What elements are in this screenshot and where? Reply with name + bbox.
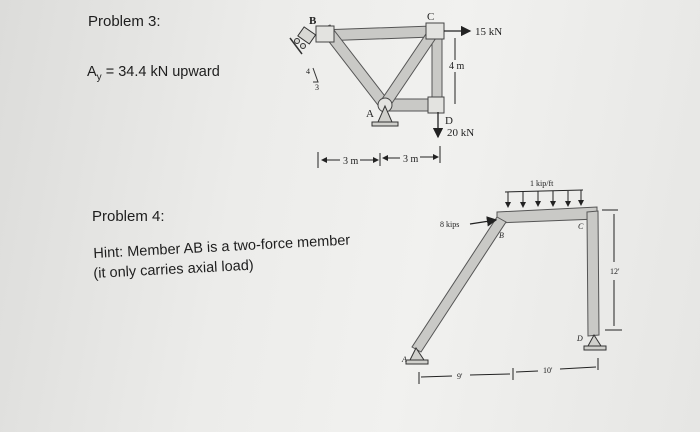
problem-4-title: Problem 4: xyxy=(92,208,165,225)
member-bc-beam xyxy=(497,207,597,223)
given-sub: y xyxy=(96,71,102,83)
problem-3-title: Problem 3: xyxy=(88,13,161,30)
problem-4-hint-line-2: (it only carries axial load) xyxy=(93,257,255,282)
label-a-frame: A xyxy=(402,355,407,364)
label-c: C xyxy=(427,11,435,23)
member-ab-strut xyxy=(412,217,506,352)
dim-bottom xyxy=(419,358,598,384)
label-a: A xyxy=(366,108,374,120)
label-b: B xyxy=(309,15,317,27)
label-dim-12ft: 12' xyxy=(610,267,620,276)
label-dim-10ft: 10' xyxy=(543,366,553,375)
label-dim-3m-left: 3 m xyxy=(343,156,359,167)
force-arrow-8kips xyxy=(470,220,496,224)
label-distributed-load: 1 kip/ft xyxy=(530,179,554,188)
label-c-frame: C xyxy=(578,222,584,231)
label-force-20kn: 20 kN xyxy=(447,127,475,139)
label-d: D xyxy=(445,115,453,127)
label-point-load: 8 kips xyxy=(440,220,460,229)
given-value: = 34.4 kN upward xyxy=(101,64,220,80)
distributed-load xyxy=(505,190,583,207)
pin-support-a-frame xyxy=(406,348,428,364)
label-dim-3m-right: 3 m xyxy=(403,154,419,165)
problem-4-hint-line-1: Hint: Member AB is a two-force member xyxy=(93,232,351,262)
given-prefix: A xyxy=(87,64,97,80)
label-dim-4m: 4 m xyxy=(449,61,465,72)
label-d-frame: D xyxy=(577,334,583,343)
label-b-frame: B xyxy=(499,231,504,240)
label-slope-rise: 4 xyxy=(306,67,310,76)
pin-support-d-frame xyxy=(584,335,606,350)
label-force-15kn: 15 kN xyxy=(475,26,503,38)
member-cd-column xyxy=(587,211,599,336)
label-slope-run: 3 xyxy=(315,83,319,92)
label-dim-9ft: 9' xyxy=(457,372,463,381)
